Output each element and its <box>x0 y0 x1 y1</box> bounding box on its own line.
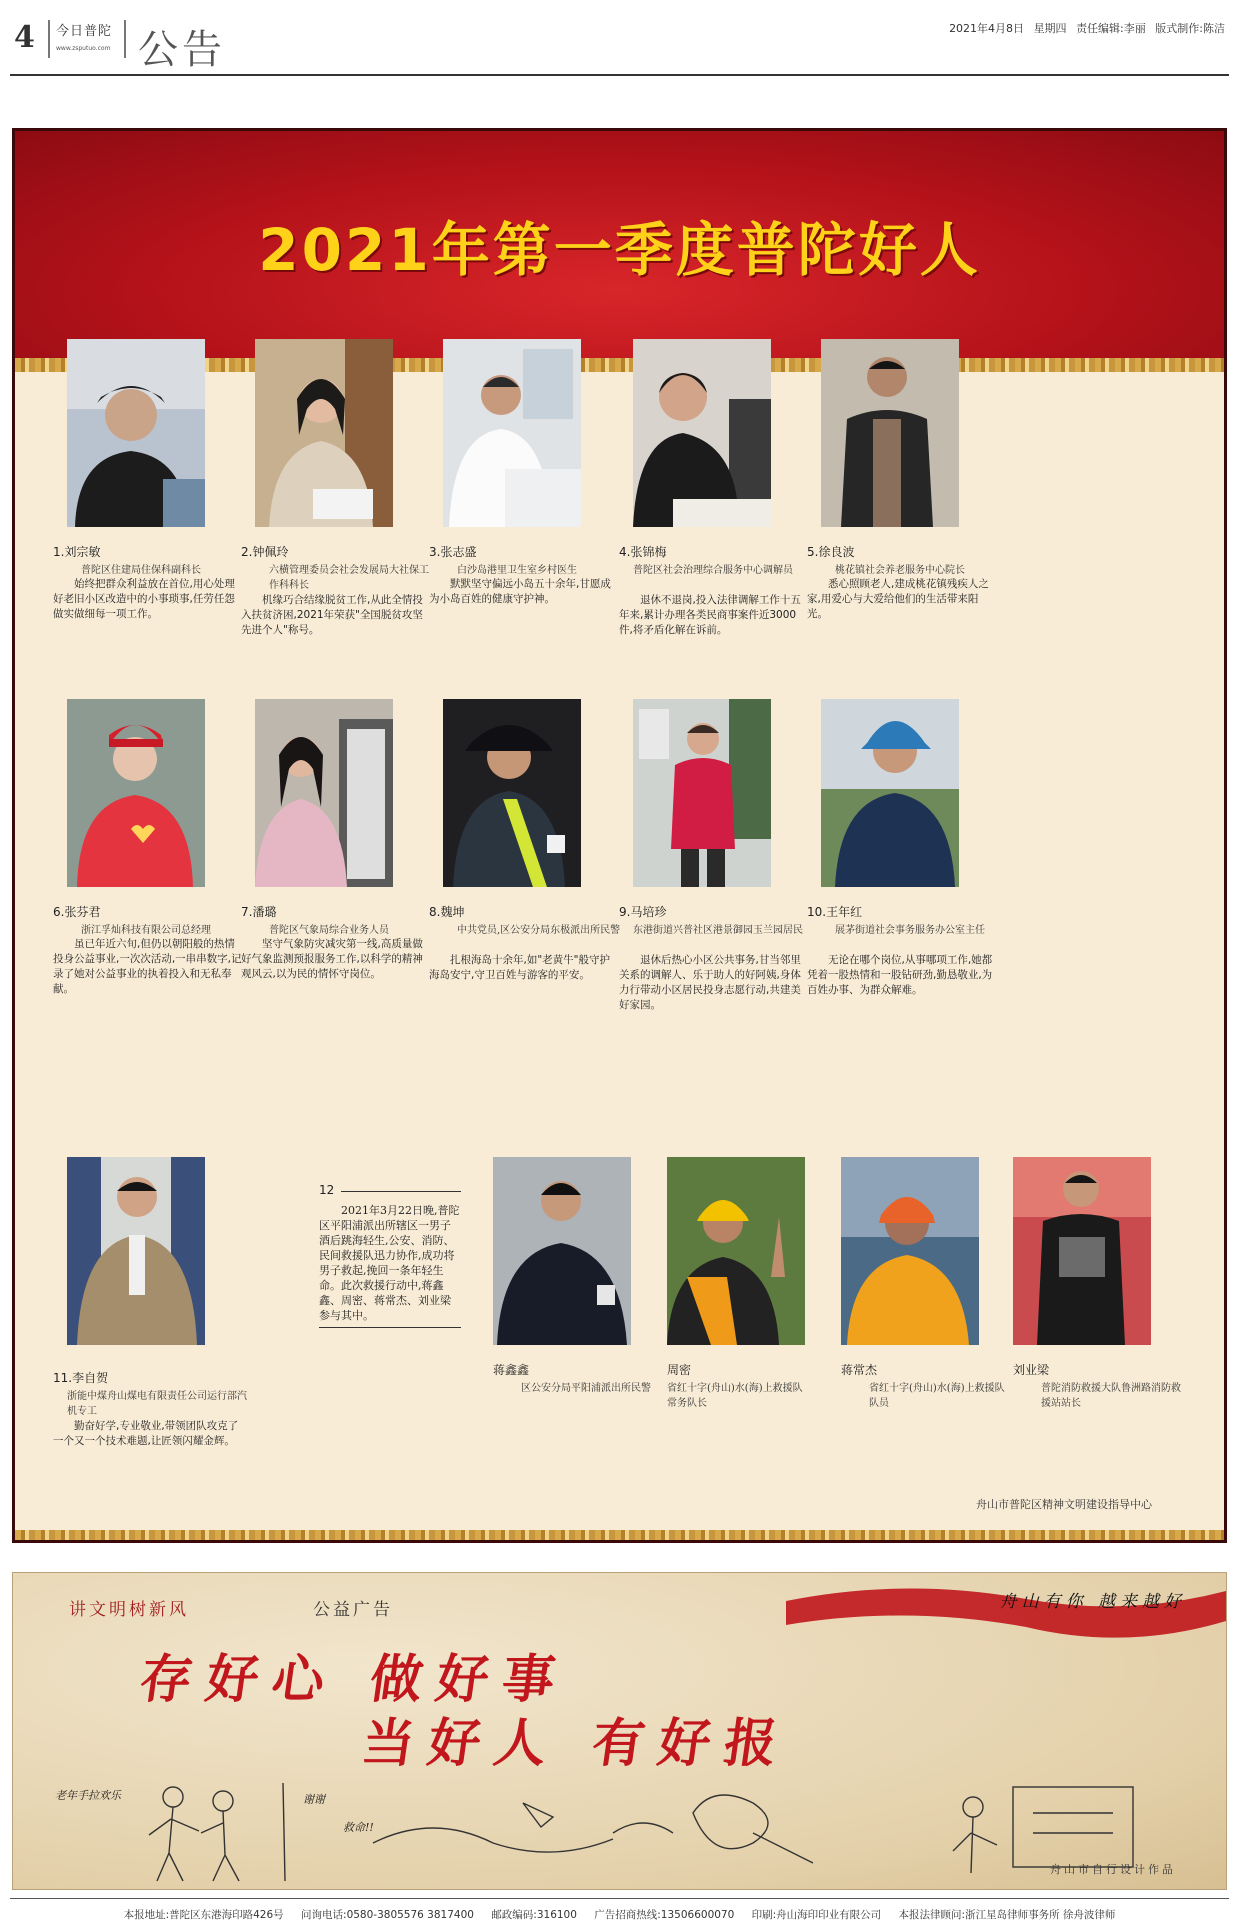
story-rule <box>341 1191 461 1192</box>
person-title: 白沙岛港里卫生室乡村医生 <box>457 565 577 576</box>
rescuer-title: 普陀消防救援大队鲁洲路消防救援站站长 <box>1041 1383 1181 1409</box>
person-card <box>53 1157 247 1447</box>
person-title: 普陀区住建局住保科副科长 <box>81 565 201 576</box>
person-name: 3.张志盛 <box>429 545 477 559</box>
ad-credit: 舟山市自行设计作品 <box>1050 1863 1176 1876</box>
issue-date: 2021年4月8日 <box>949 22 1025 35</box>
person-card <box>53 339 247 620</box>
person-description: 悉心照顾老人,建成桃花镇残疾人之家,用爱心与大爱给他们的生活带来阳光。 <box>807 578 989 620</box>
rescuer-title: 省红十字(舟山)水(海)上救援队队员 <box>869 1383 1005 1409</box>
person-description: 退休后热心小区公共事务,甘当邻里关系的调解人、乐于助人的好阿姨,身体力行带动小区居民投身志愿行动,共建美好家园。 <box>619 954 801 1011</box>
good-people-board <box>12 128 1227 1543</box>
footer-legal: 本报法律顾问:浙江星岛律师事务所 徐舟波律师 <box>898 1909 1116 1921</box>
person-title: 东港街道兴普社区港景御园玉兰园居民 <box>633 925 803 936</box>
rescuer-name: 周密 <box>667 1363 692 1377</box>
person-card <box>241 699 435 980</box>
header-info <box>943 20 1225 36</box>
issue-weekday: 星期四 <box>1033 22 1067 35</box>
story-rule-bottom <box>319 1327 461 1328</box>
rescuer-photo <box>493 1157 631 1345</box>
ink-sketch-illustration <box>53 1773 1183 1883</box>
sketch-note: 谢谢 <box>303 1793 325 1806</box>
footer-ad-hotline: 广告招商热线:13506600070 <box>594 1909 735 1921</box>
footer-address: 本报地址:普陀区东港海印路426号 <box>123 1909 284 1921</box>
rescuer-name: 刘业梁 <box>1013 1363 1050 1377</box>
masthead <box>10 14 1229 76</box>
portrait-photo <box>443 339 581 527</box>
rescuer-name: 蒋常杰 <box>841 1363 878 1377</box>
rescuer-photo <box>841 1157 979 1345</box>
person-name: 6.张芬君 <box>53 905 101 919</box>
publisher-org: 舟山市普陀区精神文明建设指导中心 <box>976 1498 1152 1511</box>
portrait-photo <box>255 339 393 527</box>
gold-divider-bottom <box>15 1530 1224 1540</box>
rescuer-title: 省红十字(舟山)水(海)上救援队常务队长 <box>667 1383 803 1409</box>
person-title: 六横管理委员会社会发展局大社保工作科科长 <box>269 565 429 591</box>
portrait-photo <box>67 699 205 887</box>
person-title: 普陀区气象局综合业务人员 <box>269 925 389 936</box>
portrait-photo <box>633 699 771 887</box>
rescuer-name: 蒋鑫鑫 <box>493 1363 530 1377</box>
footer-postcode: 邮政编码:316100 <box>491 1909 577 1921</box>
person-name: 10.王年红 <box>807 905 863 919</box>
person-description: 默默坚守偏远小岛五十余年,甘愿成为小岛百姓的健康守护神。 <box>429 578 611 605</box>
person-name: 9.马培珍 <box>619 905 667 919</box>
title-banner <box>15 131 1224 358</box>
portrait-photo <box>443 699 581 887</box>
ad-left-slogan: 讲文明树新风 <box>69 1600 189 1620</box>
portrait-photo <box>67 339 205 527</box>
portrait-photo <box>255 699 393 887</box>
rescuer-photo <box>667 1157 805 1345</box>
page-footer <box>10 1898 1229 1922</box>
person-description: 机缘巧合结缘脱贫工作,从此全情投入扶贫济困,2021年荣获"全国脱贫攻坚先进个人"称号。 <box>241 594 423 636</box>
portrait-photo <box>633 339 771 527</box>
layout-credit: 版式制作:陈洁 <box>1155 22 1225 35</box>
person-description: 始终把群众利益放在首位,用心处理好老旧小区改造中的小事琐事,任劳任怨做实做细每一项工作。 <box>53 578 235 620</box>
person-name: 11.李自贺 <box>53 1371 109 1385</box>
paper-logo <box>48 20 126 58</box>
ad-right-slogan: 舟山有你 越来越好 <box>999 1592 1186 1612</box>
section-title: 公告 <box>138 27 226 73</box>
person-name: 1.刘宗敏 <box>53 545 101 559</box>
public-service-ad <box>12 1572 1227 1890</box>
portrait-photo <box>67 1157 205 1345</box>
portrait-photo <box>821 699 959 887</box>
person-name: 5.徐良波 <box>807 545 855 559</box>
footer-printer: 印刷:舟山海印印业有限公司 <box>751 1909 882 1921</box>
ad-headline-2-text: 当好人 有好报 <box>358 1714 795 1774</box>
person-description: 无论在哪个岗位,从事哪项工作,她都凭着一股热情和一股钻研劲,勤恳敬业,为百姓办事、为群众解难。 <box>807 954 993 996</box>
person-card <box>807 699 1001 996</box>
person-name: 8.魏坤 <box>429 905 465 919</box>
page-number: 4 <box>14 20 35 55</box>
person-card <box>429 339 623 605</box>
person-description: 虽已年近六旬,但仍以朝阳般的热情投身公益事业,一次次活动,一串串数字,记录了她对公益事业的执着投入和无私奉献。 <box>53 938 242 995</box>
person-card <box>619 339 813 636</box>
story-text: 2021年3月22日晚,普陀区平阳浦派出所辖区一男子酒后跳海轻生,公安、消防、民间救援队迅力协作,成功将男子救起,挽回一条年轻生命。此次救援行动中,蒋鑫鑫、周密、蒋常杰、刘业梁参与其中。 <box>319 1204 460 1322</box>
rescue-story <box>319 1183 461 1328</box>
person-card <box>53 699 247 995</box>
person-card <box>241 339 435 636</box>
rescuer-card <box>841 1157 1021 1409</box>
person-card <box>429 699 623 981</box>
person-title: 浙江孚灿科技有限公司总经理 <box>81 925 211 936</box>
person-card <box>619 699 813 1011</box>
footer-phone: 问询电话:0580-3805576 3817400 <box>301 1909 474 1921</box>
person-title: 中共党员,区公安分局东极派出所民警 <box>457 925 621 936</box>
rescuer-card <box>667 1157 847 1409</box>
banner-title: 2021年第一季度普陀好人 <box>258 216 981 284</box>
person-name: 4.张锦梅 <box>619 545 667 559</box>
editor: 责任编辑:李丽 <box>1076 22 1146 35</box>
portrait-photo <box>821 339 959 527</box>
person-title: 浙能中煤舟山煤电有限责任公司运行部汽机专工 <box>67 1391 247 1417</box>
rescuer-card <box>493 1157 673 1394</box>
person-description: 勤奋好学,专业敬业,带领团队攻克了一个又一个技术难题,让匠领闪耀金辉。 <box>53 1420 239 1447</box>
rescuer-photo <box>1013 1157 1151 1345</box>
ad-headline-2 <box>358 1701 795 1776</box>
person-name: 2.钟佩玲 <box>241 545 289 559</box>
person-name: 7.潘璐 <box>241 905 277 919</box>
rescuer-title: 区公安分局平阳浦派出所民警 <box>521 1383 651 1394</box>
person-description: 退休不退岗,投入法律调解工作十五年来,累计办理各类民商事案件近3000件,将矛盾化解在诉前。 <box>619 594 801 636</box>
person-description: 坚守气象防灾减灾第一线,高质量做好气象监测预报服务工作,以科学的精神观风云,以为民的情怀守岗位。 <box>241 938 423 980</box>
paper-url: www.zsputuo.com <box>56 45 111 52</box>
ad-headline-1-text: 存好心 做好事 <box>136 1650 573 1710</box>
sketch-note: 救命!! <box>343 1821 374 1834</box>
person-title: 展茅街道社会事务服务办公室主任 <box>835 925 985 936</box>
rescuer-card <box>1013 1157 1193 1409</box>
person-card <box>807 339 1001 620</box>
ad-type: 公益广告 <box>313 1600 393 1620</box>
person-title: 普陀区社会治理综合服务中心调解员 <box>633 565 793 576</box>
person-description: 扎根海岛十余年,如"老黄牛"般守护海岛安宁,守卫百姓与游客的平安。 <box>429 954 610 981</box>
paper-name: 今日普陀 <box>56 24 113 39</box>
story-number: 12 <box>319 1183 335 1197</box>
person-title: 桃花镇社会养老服务中心院长 <box>835 565 965 576</box>
sketch-note: 老年手拉欢乐 <box>55 1789 121 1802</box>
